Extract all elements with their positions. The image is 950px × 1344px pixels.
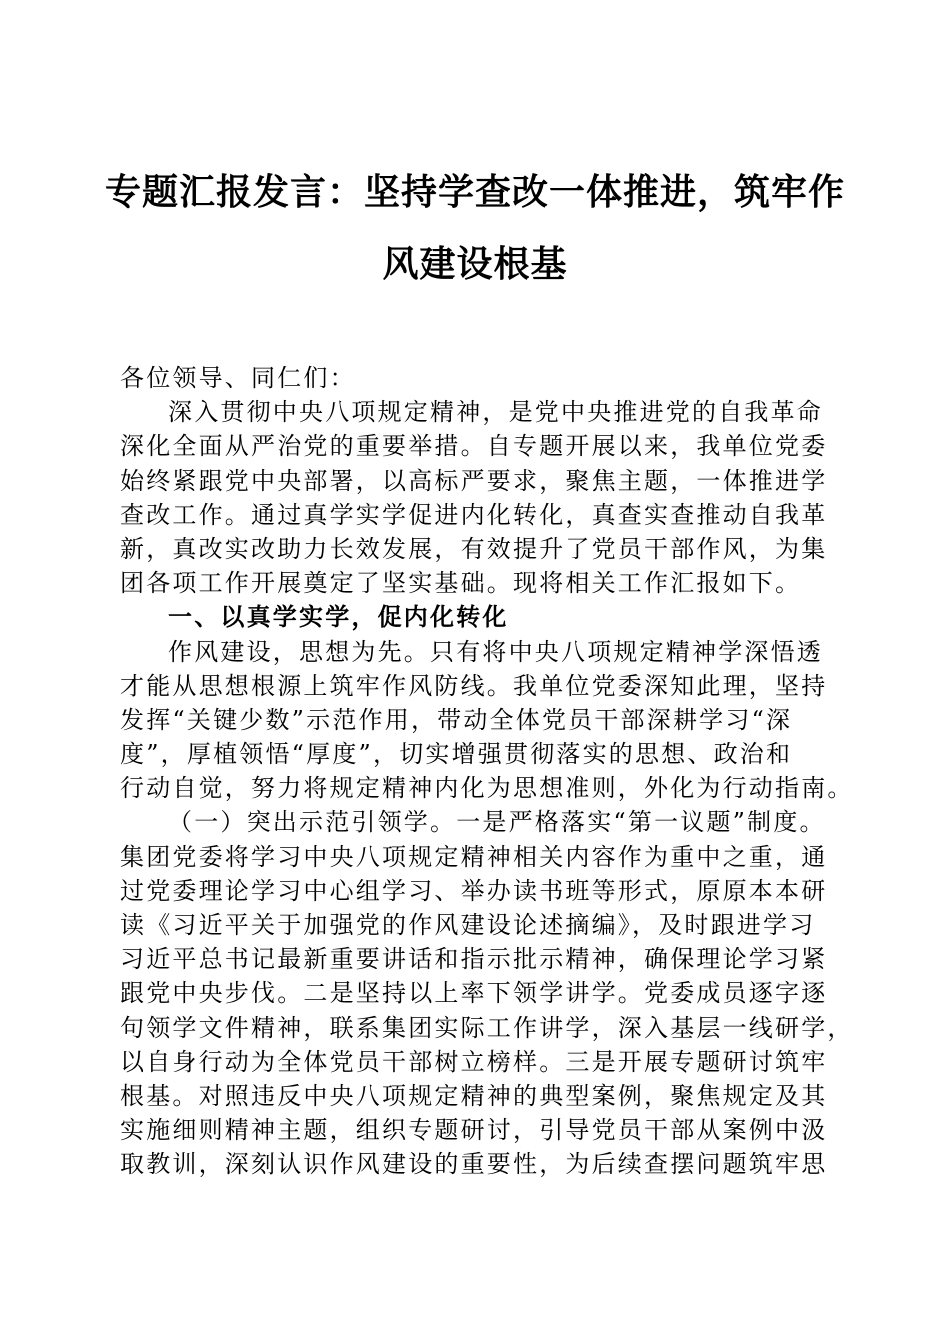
paragraph-line: 以自身行动为全体党员干部树立榜样。三是开展专题研讨筑牢 bbox=[120, 1047, 828, 1076]
paragraph-line: 句领学文件精神，联系集团实际工作讲学，深入基层一线研学， bbox=[120, 1013, 854, 1042]
paragraph-line: 团各项工作开展奠定了坚实基础。现将相关工作汇报如下。 bbox=[120, 569, 802, 598]
document-title-line-1: 专题汇报发言：坚持学查改一体推进，筑牢作 bbox=[104, 171, 845, 213]
paragraph-line: 发挥“关键少数”示范作用，带动全体党员干部深耕学习“深 bbox=[120, 705, 793, 734]
paragraph-line: 度”，厚植领悟“厚度”，切实增强贯彻落实的思想、政治和 bbox=[120, 740, 793, 769]
salutation: 各位领导、同仁们： bbox=[120, 364, 356, 392]
paragraph-line: 深入贯彻中央八项规定精神，是党中央推进党的自我革命 bbox=[168, 398, 823, 427]
paragraph-line: 实施细则精神主题，组织专题研讨，引导党员干部从案例中汲 bbox=[120, 1116, 828, 1145]
paragraph-line: 查改工作。通过真学实学促进内化转化，真查实查推动自我革 bbox=[120, 500, 828, 529]
paragraph-line: 新，真改实改助力长效发展，有效提升了党员干部作风，为集 bbox=[120, 534, 828, 563]
paragraph-line: 深化全面从严治党的重要举措。自专题开展以来，我单位党委 bbox=[120, 432, 828, 461]
paragraph-line: 行动自觉，努力将规定精神内化为思想准则，外化为行动指南。 bbox=[120, 774, 854, 803]
paragraph-line: 作风建设，思想为先。只有将中央八项规定精神学深悟透 bbox=[168, 637, 823, 666]
paragraph-line: 根基。对照违反中央八项规定精神的典型案例，聚焦规定及其 bbox=[120, 1081, 828, 1110]
paragraph-line: 习近平总书记最新重要讲话和指示批示精神，确保理论学习紧 bbox=[120, 945, 828, 974]
paragraph-line: （一）突出示范引领学。一是严格落实“第一议题”制度。 bbox=[168, 808, 826, 837]
paragraph-line: 读《习近平关于加强党的作风建设论述摘编》，及时跟进学习 bbox=[120, 911, 816, 939]
document-body bbox=[120, 361, 854, 1182]
section-heading: 一、以真学实学，促内化转化 bbox=[168, 602, 509, 632]
paragraph-line: 跟党中央步伐。二是坚持以上率下领学讲学。党委成员逐字逐 bbox=[120, 979, 828, 1008]
paragraph-line: 取教训，深刻认识作风建设的重要性，为后续查摆问题筑牢思 bbox=[120, 1150, 828, 1179]
document-title-line-2: 风建设根基 bbox=[382, 243, 568, 285]
paragraph-line: 过党委理论学习中心组学习、举办读书班等形式，原原本本研 bbox=[120, 876, 828, 905]
paragraph-line: 集团党委将学习中央八项规定精神相关内容作为重中之重，通 bbox=[120, 842, 828, 871]
paragraph-line: 才能从思想根源上筑牢作风防线。我单位党委深知此理，坚持 bbox=[120, 671, 828, 700]
paragraph-line: 始终紧跟党中央部署，以高标严要求，聚焦主题，一体推进学 bbox=[120, 466, 828, 495]
